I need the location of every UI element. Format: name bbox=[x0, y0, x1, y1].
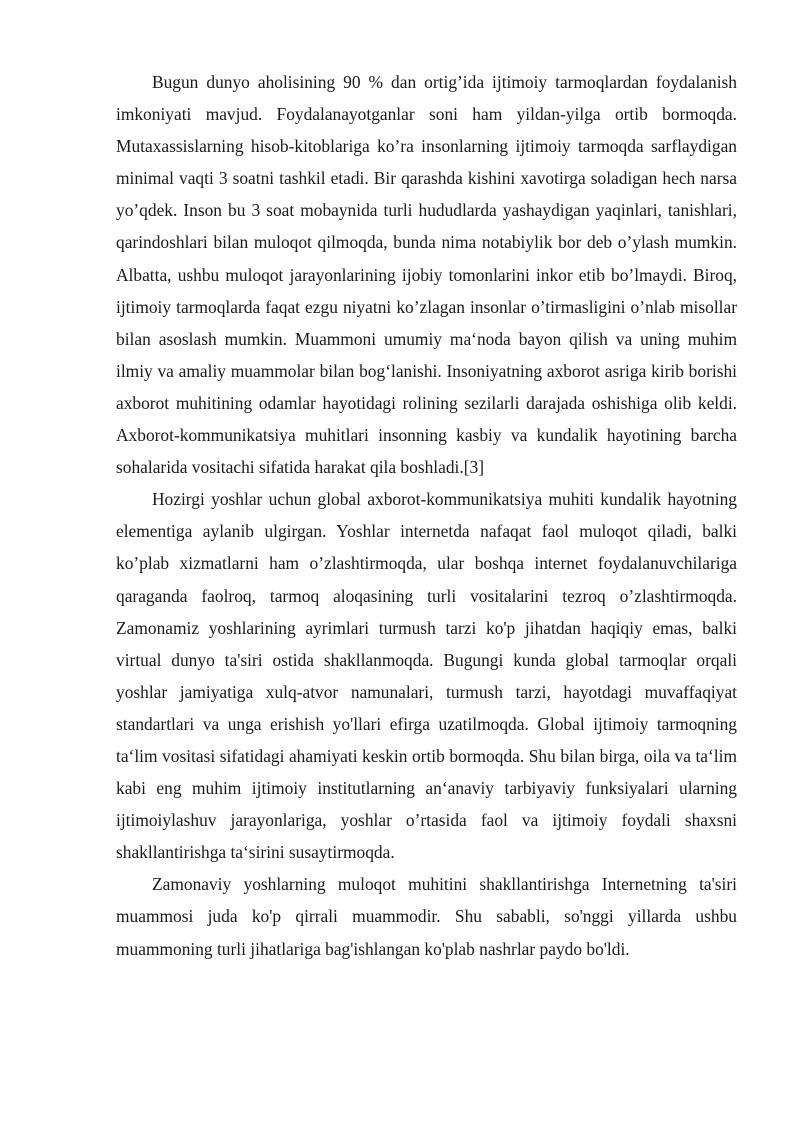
paragraph-3: Zamonaviy yoshlarning muloqot muhitini shakllantirishga Internetning ta'siri muammosi juda ko'p qirrali muammodir. Shu sababli, so'nggi yillarda ushbu muammoning turli jihatlariga bag'ishlangan ko'plab nashrlar paydo bo'ldi. bbox=[116, 874, 737, 959]
document-page bbox=[116, 66, 737, 965]
paragraph-2: Hozirgi yoshlar uchun global axborot-kommunikatsiya muhiti kundalik hayotning elementiga aylanib ulgirgan. Yoshlar internetda nafaqat faol muloqot qiladi, balki ko’plab xizmatlarni ham o’zlashtirmoqda, ular boshqa internet foydalanuvchilariga qaraganda faolroq, tarmoq aloqasining turli vositalarini tezroq o’zlashtirmoqda. Zamonamiz yoshlarining ayrimlari turmush tarzi ko'p jihatdan haqiqiy emas, balki virtual dunyo ta'siri ostida shakllanmoqda. Bugungi kunda global tarmoqlar orqali yoshlar jamiyatiga xulq-atvor namunalari, turmush tarzi, hayotdagi muvaffaqiyat standartlari va unga erishish yo'llari efirga uzatilmoqda. Global ijtimoiy tarmoqning ta‘lim vositasi sifatidagi ahamiyati keskin ortib bormoqda. Shu bilan birga, oila va ta‘lim kabi eng muhim ijtimoiy institutlarning an‘anaviy tarbiyaviy funksiyalari ularning ijtimoiylashuv jarayonlariga, yoshlar o’rtasida faol va ijtimoiy foydali shaxsni shakllantirishga ta‘sirini susaytirmoqda. bbox=[116, 489, 737, 863]
paragraph-1: Bugun dunyo aholisining 90 % dan ortig’ida ijtimoiy tarmoqlardan foydalanish imkoniyati mavjud. Foydalanayotganlar soni ham yildan-yilga ortib bormoqda. Mutaxassislarning hisob-kitoblariga ko’ra insonlarning ijtimoiy tarmoqda sarflaydigan minimal vaqti 3 soatni tashkil etadi. Bir qarashda kishini xavotirga soladigan hech narsa yo’qdek. Inson bu 3 soat mobaynida turli hududlarda yashaydigan yaqinlari, tanishlari, qarindoshlari bilan muloqot qilmoqda, bunda nima notabiylik bor deb o’ylash mumkin. Albatta, ushbu muloqot jarayonlarining ijobiy tomonlarini inkor etib bo’lmaydi. Biroq, ijtimoiy tarmoqlarda faqat ezgu niyatni ko’zlagan insonlar o’tirmasligini o’nlab misollar bilan asoslash mumkin. Muammoni umumiy ma‘noda bayon qilish va uning muhim ilmiy va amaliy muammolar bilan bog‘lanishi. Insoniyatning axborot asriga kirib borishi axborot muhitining odamlar hayotidagi rolining sezilarli darajada oshishiga olib keldi. Axborot-kommunikatsiya muhitlari insonning kasbiy va kundalik hayotining barcha sohalarida vositachi sifatida harakat qila boshladi.[3] bbox=[116, 72, 737, 478]
